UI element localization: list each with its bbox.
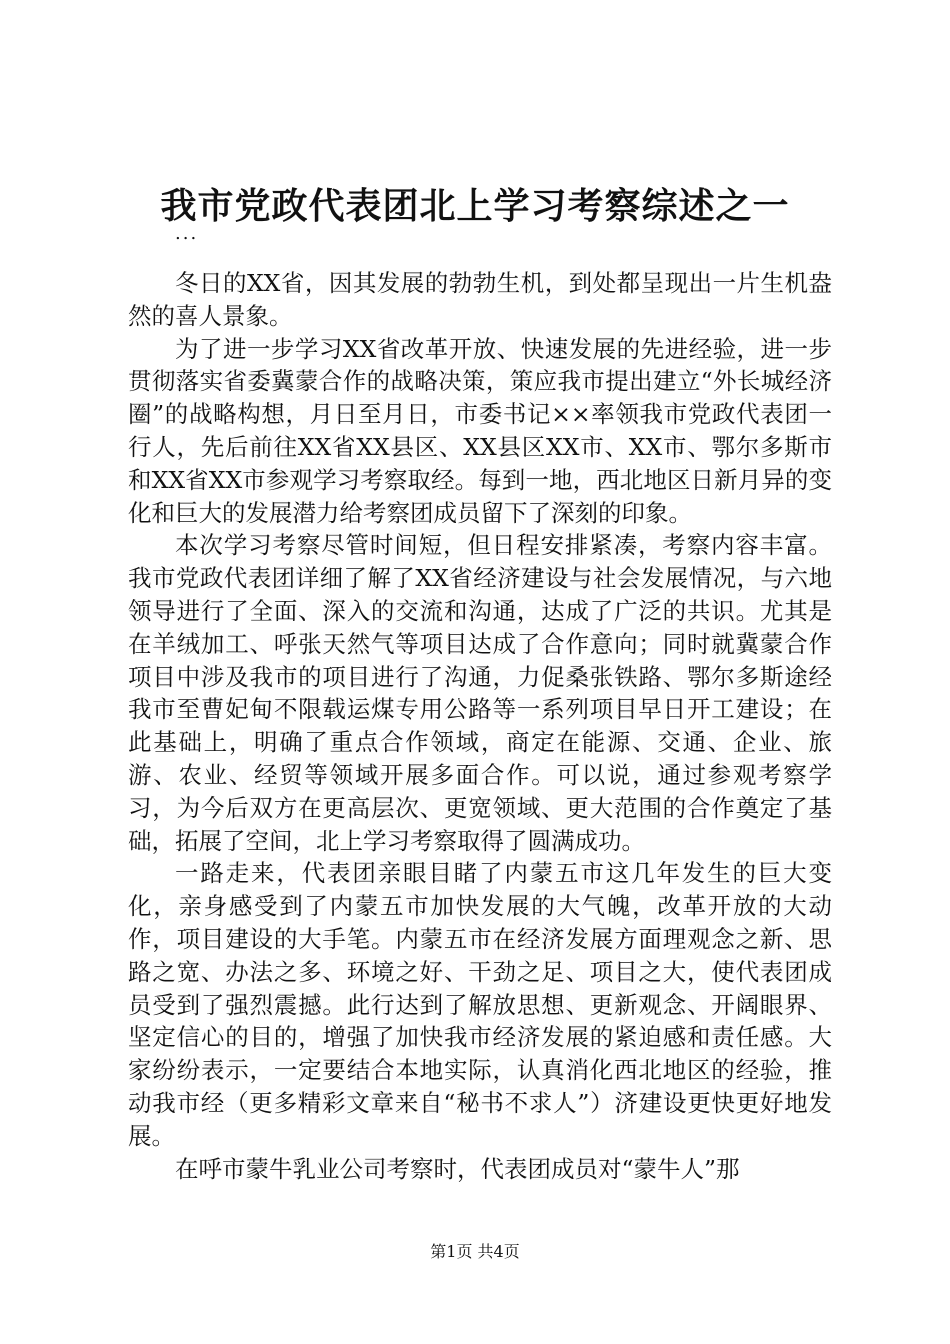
- paragraph: 冬日的XX省，因其发展的勃勃生机，到处都呈现出一片生机盎然的喜人景象。: [128, 269, 832, 330]
- page-number-footer: 第1页 共4页: [430, 1242, 520, 1261]
- paragraph: 一路走来，代表团亲眼目睹了内蒙五市这几年发生的巨大变化，亲身感受到了内蒙五市加快发展的大气魄，改革开放的大动作，项目建设的大手笔。内蒙五市在经济发展方面理观念之新、思路之宽、办法之多、环境之好、干劲之足、项目之大，使代表团成员受到了强烈震撼。此行达到了解放思想、更新观念、开阔眼界、坚定信心的目的，增强了加快我市经济发展的紧迫感和责任感。大家纷纷表示，一定要结合本地实际，认真消化西北地区的经验，推动我市经（更多精彩文章来自“秘书不求人”）济建设更快更好地发展。: [128, 859, 832, 1150]
- paragraph: 本次学习考察尽管时间短，但日程安排紧凑，考察内容丰富。我市党政代表团详细了解了XX省经济建设与社会发展情况，与六地领导进行了全面、深入的交流和沟通，达成了广泛的共识。尤其是在羊绒加工、呼张天然气等项目达成了合作意向；同时就冀蒙合作项目中涉及我市的项目进行了沟通，力促桑张铁路、鄂尔多斯途经我市至曹妃甸不限载运煤专用公路等一系列项目早日开工建设；在此基础上，明确了重点合作领域，商定在能源、交通、企业、旅游、农业、经贸等领域开展多面合作。可以说，通过参观考察学习，为今后双方在更高层次、更宽领域、更大范围的合作奠定了基础，拓展了空间，北上学习考察取得了圆满成功。: [128, 531, 832, 855]
- paragraph: 在呼市蒙牛乳业公司考察时，代表团成员对“蒙牛人”那: [175, 1154, 740, 1183]
- document-title: 我市党政代表团北上学习考察综述之一: [160, 185, 790, 227]
- ellipsis-marker: ...: [175, 223, 199, 244]
- document-body: [128, 267, 832, 1185]
- paragraph: 为了进一步学习XX省改革开放、快速发展的先进经验，进一步贯彻落实省委冀蒙合作的战略决策，策应我市提出建立“外长城经济圈”的战略构想，月日至月日，市委书记××率领我市党政代表团一行人，先后前往XX省XX县区、XX县区XX市、XX市、鄂尔多斯市和XX省XX市参观学习考察取经。每到一地，西北地区日新月异的变化和巨大的发展潜力给考察团成员留下了深刻的印象。: [128, 334, 832, 527]
